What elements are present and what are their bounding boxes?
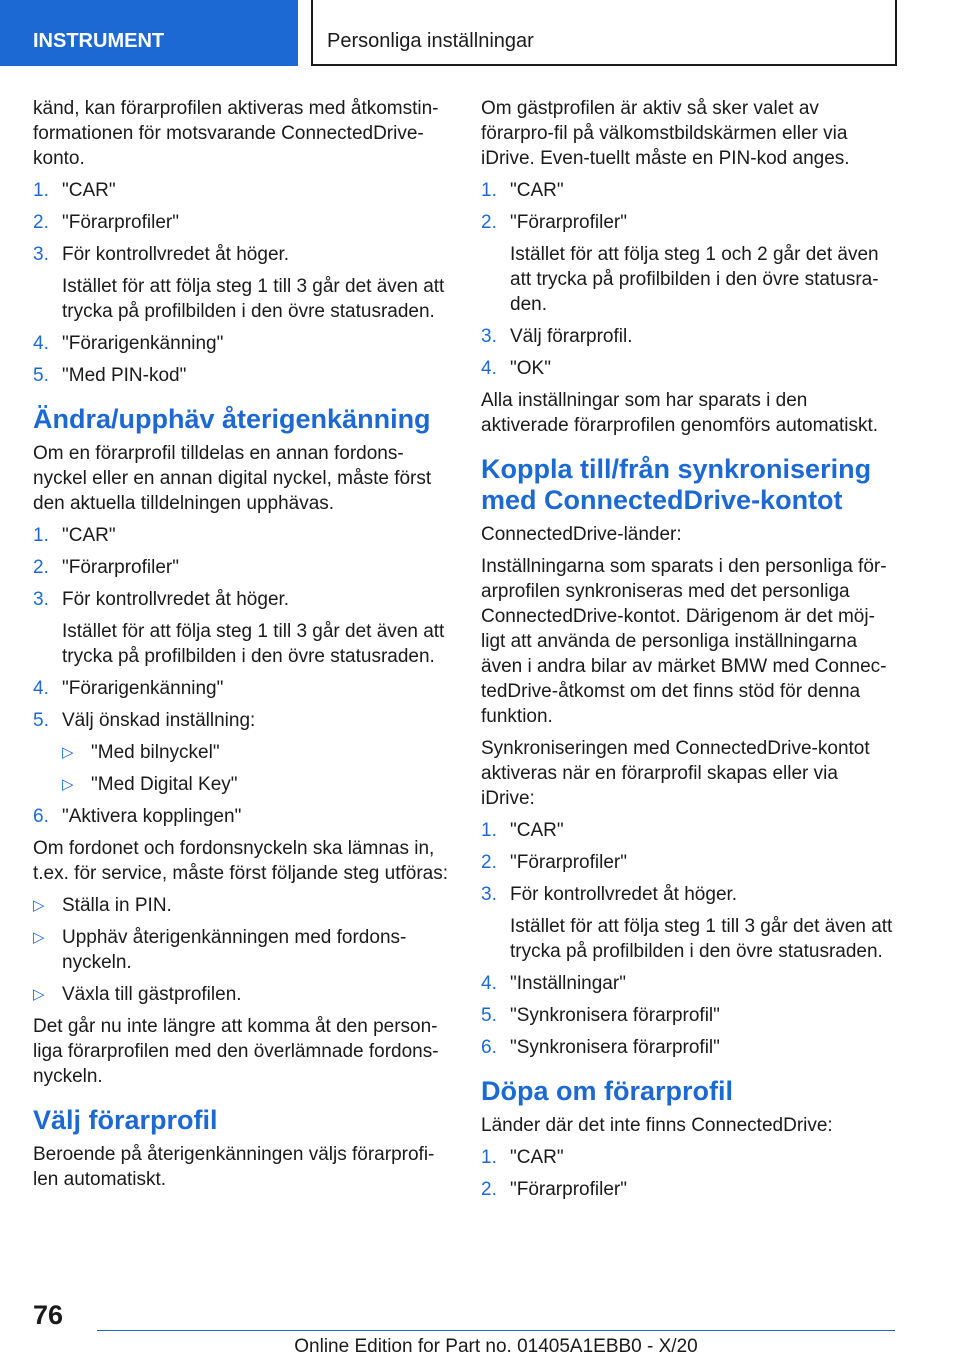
step-number: 6. [481,1037,497,1058]
step-number: 2. [481,852,497,873]
list-item [481,1177,896,1202]
paragraph-sync-1: Inställningarna som sparats i den personliga för-arprofilen synkroniseras med det personliga ConnectedDrive-kontot. Därigenom är det möj-ligt att använda de personliga inställningarna även i andra bilar av märket BMW med Connec-tedDrive-åtkomst om det finns stöd för denna funktion. [481,556,887,727]
step-note: Istället för att följa steg 1 och 2 går det även att trycka på profilbilden i den övre statusra-den. [510,244,879,315]
step-note: Istället för att följa steg 1 till 3 går det även att trycka på profilbilden i den övre statusraden. [510,916,893,962]
steps-activate-profile [33,178,448,388]
option-text: "Med bilnyckel" [91,742,220,763]
step-text: Välj förarprofil. [510,326,633,347]
footer-divider [97,1330,895,1331]
step-text: "Förarprofiler" [62,212,179,233]
list-item [33,331,448,356]
list-item [33,925,448,975]
list-item [62,772,448,797]
paragraph-andra: Om en förarprofil tilldelas en annan fordons-nyckel eller en annan digital nyckel, måste först den aktuella tilldelningen upphävas. [33,443,432,514]
heading-valj: Välj förarprofil [33,1105,218,1135]
list-item [481,850,896,875]
step-number: 5. [33,365,49,386]
step-text: "Förarigenkänning" [62,678,224,699]
list-item [33,242,448,324]
step-number: 5. [481,1005,497,1026]
steps-rename [481,1145,896,1202]
paragraph-sync-2: Synkroniseringen med ConnectedDrive-kontot aktiveras när en förarprofil skapas eller via iDrive: [481,738,870,809]
step-number: 4. [33,333,49,354]
step-text: Välj önskad inställning: [62,710,256,731]
step-text: "Förarprofiler" [510,1179,627,1200]
list-item [33,555,448,580]
list-item [33,210,448,235]
step-number: 2. [33,557,49,578]
step-number: 3. [481,884,497,905]
step-text: "Synkronisera förarprofil" [510,1037,720,1058]
list-item [62,740,448,765]
service-bullets [33,893,448,1007]
chapter-title: Personliga inställningar [311,0,897,66]
list-item [33,708,448,797]
step-number: 4. [481,973,497,994]
step-number: 3. [33,589,49,610]
triangle-right-icon: ▷ [62,776,74,793]
triangle-right-icon: ▷ [33,897,45,914]
step-number: 2. [33,212,49,233]
list-item [481,818,896,843]
footer-edition: Online Edition for Part no. 01405A1EBB0 - X/20 [294,1336,698,1357]
list-item [33,893,448,918]
list-item [481,356,896,381]
bullet-text: Ställa in PIN. [62,895,172,916]
step-text: "Förarigenkänning" [62,333,224,354]
step-text: För kontrollvredet åt höger. [62,244,290,265]
steps-sync [481,818,896,1060]
paragraph-alla: Alla inställningar som har sparats i den aktiverade förarprofilen genomförs automatiskt. [481,390,879,436]
paragraph-after: Det går nu inte längre att komma åt den person-liga förarprofilen med den överlämnade fordons-nyckeln. [33,1016,439,1087]
section-tab: INSTRUMENT [0,0,298,66]
paragraph-dopa: Länder där det inte finns ConnectedDrive: [481,1115,833,1136]
step-text: "Förarprofiler" [510,212,627,233]
step-text: "Med PIN-kod" [62,365,187,386]
list-item [481,1145,896,1170]
step-text: "Inställningar" [510,973,626,994]
step-text: "Synkronisera förarprofil" [510,1005,720,1026]
step-number: 1. [481,820,497,841]
step-number: 4. [481,358,497,379]
step-text: "CAR" [62,180,116,201]
list-item [33,982,448,1007]
bullet-text: Växla till gästprofilen. [62,984,242,1005]
right-column [481,96,896,1209]
step-text: "CAR" [510,820,564,841]
step-note: Istället för att följa steg 1 till 3 går det även att trycka på profilbilden i den övre statusraden. [62,276,445,322]
step-number: 1. [481,180,497,201]
step-text: "Aktivera kopplingen" [62,806,242,827]
bullet-text: Upphäv återigenkänningen med fordons-nyckeln. [62,927,407,973]
list-item [33,587,448,669]
heading-andra: Ändra/upphäv återigenkänning [33,404,431,434]
step-text: För kontrollvredet åt höger. [510,884,738,905]
list-item [33,523,448,548]
step-number: 5. [33,710,49,731]
triangle-right-icon: ▷ [33,986,45,1003]
list-item [481,1035,896,1060]
list-item [33,804,448,829]
list-item [481,178,896,203]
list-item [33,676,448,701]
step-number: 2. [481,1179,497,1200]
option-list [62,740,448,797]
option-text: "Med Digital Key" [91,774,238,795]
paragraph-service: Om fordonet och fordonsnyckeln ska lämnas in, t.ex. för service, måste först följande steg utföras: [33,838,449,884]
step-text: "CAR" [510,1147,564,1168]
step-text: "CAR" [510,180,564,201]
list-item [481,324,896,349]
step-number: 4. [33,678,49,699]
left-column [33,96,448,1199]
page-header [0,0,960,66]
heading-koppla: Koppla till/från synkronisering med ConnectedDrive-kontot [481,454,872,515]
step-number: 2. [481,212,497,233]
step-text: "Förarprofiler" [62,557,179,578]
paragraph-intro: känd, kan förarprofilen aktiveras med åtkomstin-formationen för motsvarande ConnectedDrive-konto. [33,98,439,169]
paragraph-guest: Om gästprofilen är aktiv så sker valet av förarpro-fil på välkomstbildskärmen eller via iDrive. Even-tuellt måste en PIN-kod anges. [481,98,850,169]
steps-select-profile [481,178,896,381]
step-number: 3. [481,326,497,347]
step-number: 1. [33,525,49,546]
step-text: "Förarprofiler" [510,852,627,873]
list-item [481,882,896,964]
step-number: 1. [33,180,49,201]
list-item [33,178,448,203]
paragraph-cd-lander: ConnectedDrive-länder: [481,524,682,545]
steps-change-recognition [33,523,448,829]
step-number: 3. [33,244,49,265]
step-note: Istället för att följa steg 1 till 3 går det även att trycka på profilbilden i den övre statusraden. [62,621,445,667]
list-item [481,1003,896,1028]
step-number: 1. [481,1147,497,1168]
step-text: "CAR" [62,525,116,546]
list-item [481,210,896,317]
step-number: 6. [33,806,49,827]
step-text: "OK" [510,358,551,379]
paragraph-valj: Beroende på återigenkänningen väljs förarprofi-len automatiskt. [33,1144,435,1190]
list-item [33,363,448,388]
triangle-right-icon: ▷ [33,929,45,946]
step-text: För kontrollvredet åt höger. [62,589,290,610]
triangle-right-icon: ▷ [62,744,74,761]
heading-dopa: Döpa om förarprofil [481,1076,734,1106]
page-number: 76 [33,1300,64,1330]
list-item [481,971,896,996]
